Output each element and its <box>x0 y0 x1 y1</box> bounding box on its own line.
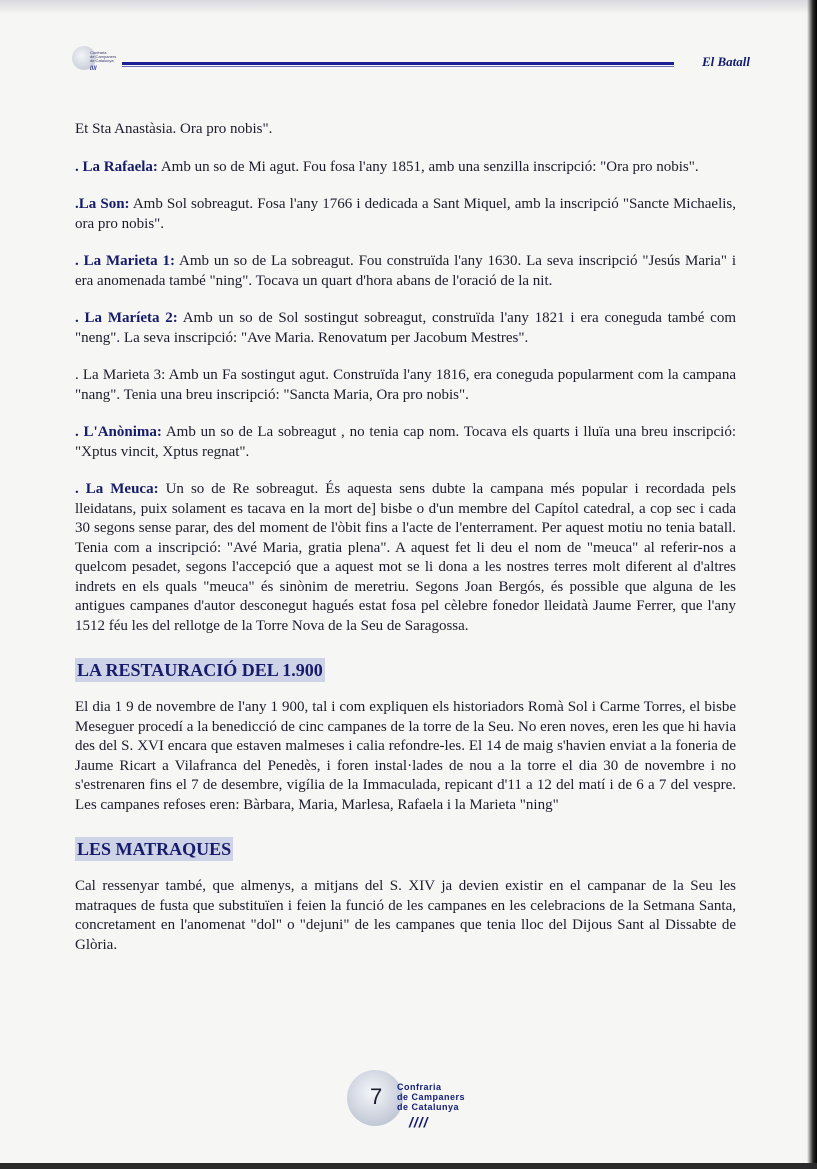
logo-small-bars: //// <box>90 66 97 72</box>
header-rule-thin <box>122 66 674 67</box>
paragraph-marieta-1: . La Marieta 1: Amb un so de La sobreagut. Fou construïda l'any 1630. La seva inscripció "Jesús Maria" i era anomenada també "ning". Tocava un quart d'hora abans de l'oració de la nit. <box>75 253 736 289</box>
bell-name: . La Rafaela: <box>75 158 158 175</box>
bell-name: . La Meuca: <box>75 481 159 497</box>
footer-logo-bars: //// <box>409 1114 429 1130</box>
bell-name: . La Marieta 1: <box>75 253 175 269</box>
bell-name: . La Maríeta 2: <box>75 310 178 326</box>
paragraph-restauracio: El dia 1 9 de novembre de l'any 1 900, tal i com expliquen els historiadors Romà Sol i Carme Torres, el bisbe Meseguer procedí a la benedicció de cinc campanes de la torre de la Seu. No eren noves, eren les que hi havia des del S. XVI encara que estaven malmeses i calia refondre-les. El 14 de maig s'havien enviat a la foneria de Jaume Ricart a Vilafranca del Penedès, i foren instal·lades de nou a la torre el dia 30 de novembre i no s'estrenaren fins el 7 de desembre, vigília de la Immaculada, repicant d'11 a 12 del matí i de 6 a 7 del vespre. Les campanes refoses eren: Bàrbara, Maria, Marlesa, Rafaela i la Marieta "ning" <box>75 699 736 813</box>
bell-name: .La Son: <box>75 196 130 212</box>
paragraph-matraques: Cal ressenyar també, que almenys, a mitjans del S. XIV ja devien existir en el campanar de la Seu les matraques de fusta que substituïen i feien la funció de les campanes en les celebracions de la Setmana Santa, concretament en l'anomenat "dol" o "dejuni" de les campanes que tenia lloc del Dijous Sant al Dissabte de Glòria. <box>75 878 736 953</box>
paragraph-son: .La Son: Amb Sol sobreagut. Fosa l'any 1766 i dedicada a Sant Miquel, amb la inscripció "Sancte Michaelis, ora pro nobis". <box>75 196 736 232</box>
section-heading-matraques: LES MATRAQUES <box>77 839 232 859</box>
bell-name: . L'Anònima: <box>75 424 162 440</box>
section-heading-restauracio: LA RESTAURACIÓ DEL 1.900 <box>77 660 323 680</box>
publication-title: El Batall <box>701 54 750 69</box>
paragraph-marieta-3: . La Marieta 3: Amb un Fa sostingut agut. Construïda l'any 1816, era coneguda popularment com la campana "nang". Tenia una breu inscripció: "Sancta Maria, Ora pro nobis". <box>75 367 736 403</box>
paragraph-marieta-2: . La Maríeta 2: Amb un so de Sol sostingut sobreagut, construïda l'any 1821 i era coneguda també com "neng". La seva inscripció: "Ave Maria. Renovatum per Jacobum Mestres". <box>75 310 736 346</box>
paragraph-intro: Et Sta Anastàsia. Ora pro nobis". <box>75 121 273 137</box>
paragraph-anonima: . L'Anònima: Amb un so de La sobreagut , no tenia cap nom. Tocava els quarts i lluïa una breu inscripció: "Xptus vincit, Xptus regnat". <box>75 424 736 460</box>
logo-small-text: Confraria de Campaners de Catalunya <box>90 50 117 63</box>
scan-right-edge <box>807 0 817 1169</box>
scan-bottom-edge <box>0 1163 817 1169</box>
page-header <box>70 40 750 80</box>
scan-top-shadow <box>0 0 817 14</box>
footer-logo <box>347 1068 467 1128</box>
paragraph-meuca: . La Meuca: Un so de Re sobreagut. És aquesta sens dubte la campana més popular i recordada pels lleidatans, puix solament es tacava en la mort de] bisbe o d'un membre del Capítol catedral, a cop sec i cada 30 segons sense parar, des del moment de l'òbit fins a l'acte de l'enterrament. Per aquest motiu no tenia batall. Tenia com a inscripció: "Avé Maria, gratia plena". A aquest fet li deu el nom de "meuca" al referir-nos a quelcom pesadet, segons l'accepció que a aquest mot se li dona a les nostres terres molt diferent al d'altres indrets en els quals "meuca" és sinònim de meretriu. Segons Joan Bergós, és possible que alguna de les antigues campanes d'autor desconegut hagués estat fosa pel cèlebre fonedor lleidatà Jaume Ferrer, que l'any 1512 féu les del rellotge de la Torre Nova de la Seu de Saragossa. <box>75 481 736 634</box>
header-rule <box>122 62 674 65</box>
paragraph-rafaela: . La Rafaela: Amb un so de Mi agut. Fou fosa l'any 1851, amb una senzilla inscripció: "Ora pro nobis". <box>75 158 699 175</box>
confraria-logo-small <box>70 44 126 74</box>
article-body <box>75 120 736 955</box>
page-number: 7 <box>370 1084 383 1109</box>
footer-logo-text: Confraria de Campaners de Catalunya <box>397 1082 466 1112</box>
